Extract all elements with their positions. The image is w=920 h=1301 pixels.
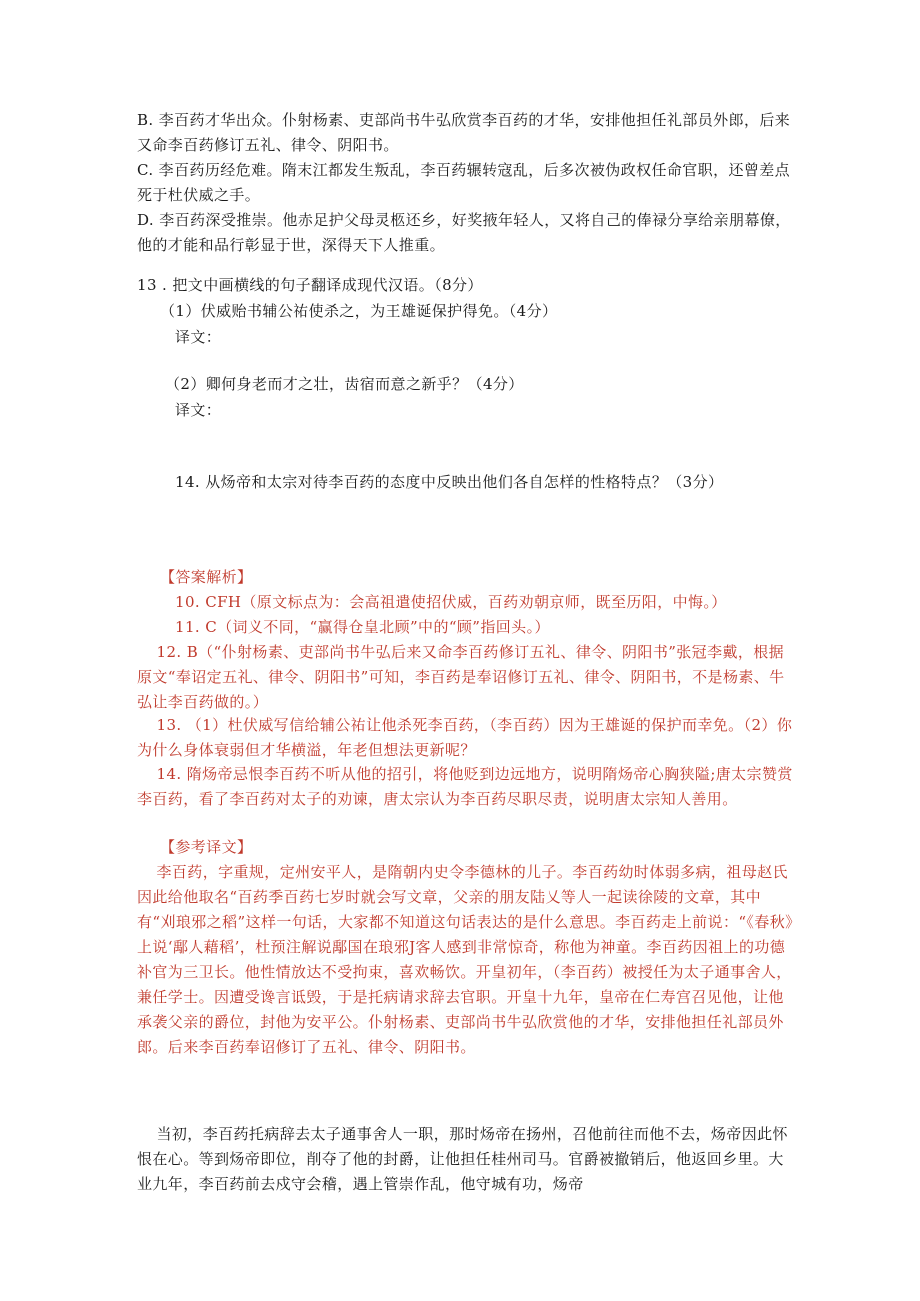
answer-10: 10. CFH（原文标点为：会高祖遣使招伏威，百药劝朝京师，既至历阳，中悔。）	[175, 593, 727, 611]
answer-11: 11. C（词义不同，“赢得仓皇北顾”中的“顾”指回头。）	[175, 618, 550, 636]
question-13-part-2: （2）卿何身老而才之壮，齿宿而意之新乎？（4分）	[165, 375, 524, 393]
translation-label-1: 译文：	[175, 328, 222, 346]
answer-14: 14. 隋炀帝忌恨李百药不听从他的招引，将他贬到边远地方，说明隋炀帝心胸狭隘;唐太宗赞赏李百药，看了李百药对太子的劝谏，唐太宗认为李百药尽职尽责，说明唐太宗知人善用。	[137, 765, 793, 808]
answer-12: 12. B（“仆射杨素、吏部尚书牛弘后来又命李百药修订五礼、律令、阴阳书”张冠李戴，根据原文“奉诏定五礼、律令、阴阳书”可知，李百药是奉诏修订五礼、律令、阴阳书，不是杨素、牛弘让李百药做的。）	[137, 643, 785, 711]
answers-header: 【答案解析】	[160, 568, 253, 586]
translation-paragraph-2: 当初，李百药托病辞去太子通事舍人一职，那时炀帝在扬州，召他前往而他不去，炀帝因此怀恨在心。等到炀帝即位，削夺了他的封爵，让他担任桂州司马。官爵被撤销后，他返回乡里。大业九年，李百药前去戍守会稽，遇上管崇作乱，他守城有功，炀帝	[137, 1125, 788, 1193]
question-13-part-1: （1）伏威贻书辅公祐使杀之，为王雄诞保护得免。（4分）	[160, 302, 558, 320]
option-d: D. 李百药深受推崇。他赤足护父母灵柩还乡，好奖掖年轻人，又将自己的俸禄分享给亲朋幕僚，他的才能和品行彰显于世，深得天下人推重。	[137, 211, 791, 254]
translation-label-2: 译文：	[175, 401, 222, 419]
translation-paragraph-1: 李百药，字重规，定州安平人，是隋朝内史令李德林的儿子。李百药幼时体弱多病，祖母赵氏因此给他取名“百药季百药七岁时就会写文章，父亲的朋友陆乂等人一起读徐陵的文章，其中有“刈琅邪之稻”这样一句话，大家都不知道这句话表达的是什么意思。李百药走上前说：“《春秋》上说‘鄅人藉稻’，杜预注解说鄅国在琅邪J客人感到非常惊奇，称他为神童。李百药因祖上的功德补官为三卫长。他性情放达不受拘束，喜欢畅饮。开皇初年，（李百药）被授任为太子通事舍人，兼任学士。因遭受谗言诋毁，于是托病请求辞去官职。开皇十九年，皇帝在仁寿宫召见他，让他承袭父亲的爵位，封他为安平公。仆射杨素、吏部尚书牛弘欣赏他的才华，安排他担任礼部员外郎。后来李百药奉诏修订了五礼、律令、阴阳书。	[137, 863, 794, 1056]
question-14: 14. 从炀帝和太宗对待李百药的态度中反映出他们各自怎样的性格特点？（3分）	[175, 473, 724, 491]
option-c: C. 李百药历经危难。隋末江都发生叛乱，李百药辗转寇乱，后多次被伪政权任命官职，还曾差点死于杜伏威之手。	[137, 161, 791, 204]
translation-header: 【参考译文】	[160, 838, 253, 856]
question-13-title: 13 . 把文中画横线的句子翻译成现代汉语。（8分）	[137, 276, 483, 294]
answer-13: 13. （1）杜伏威写信给辅公祐让他杀死李百药，（李百药）因为王雄诞的保护而幸免。（2）你为什么身体衰弱但才华横溢，年老但想法更新呢？	[137, 716, 793, 759]
option-b: B. 李百药才华出众。仆射杨素、吏部尚书牛弘欣赏李百药的才华，安排他担任礼部员外郎，后来又命李百药修订五礼、律令、阴阳书。	[137, 111, 791, 154]
